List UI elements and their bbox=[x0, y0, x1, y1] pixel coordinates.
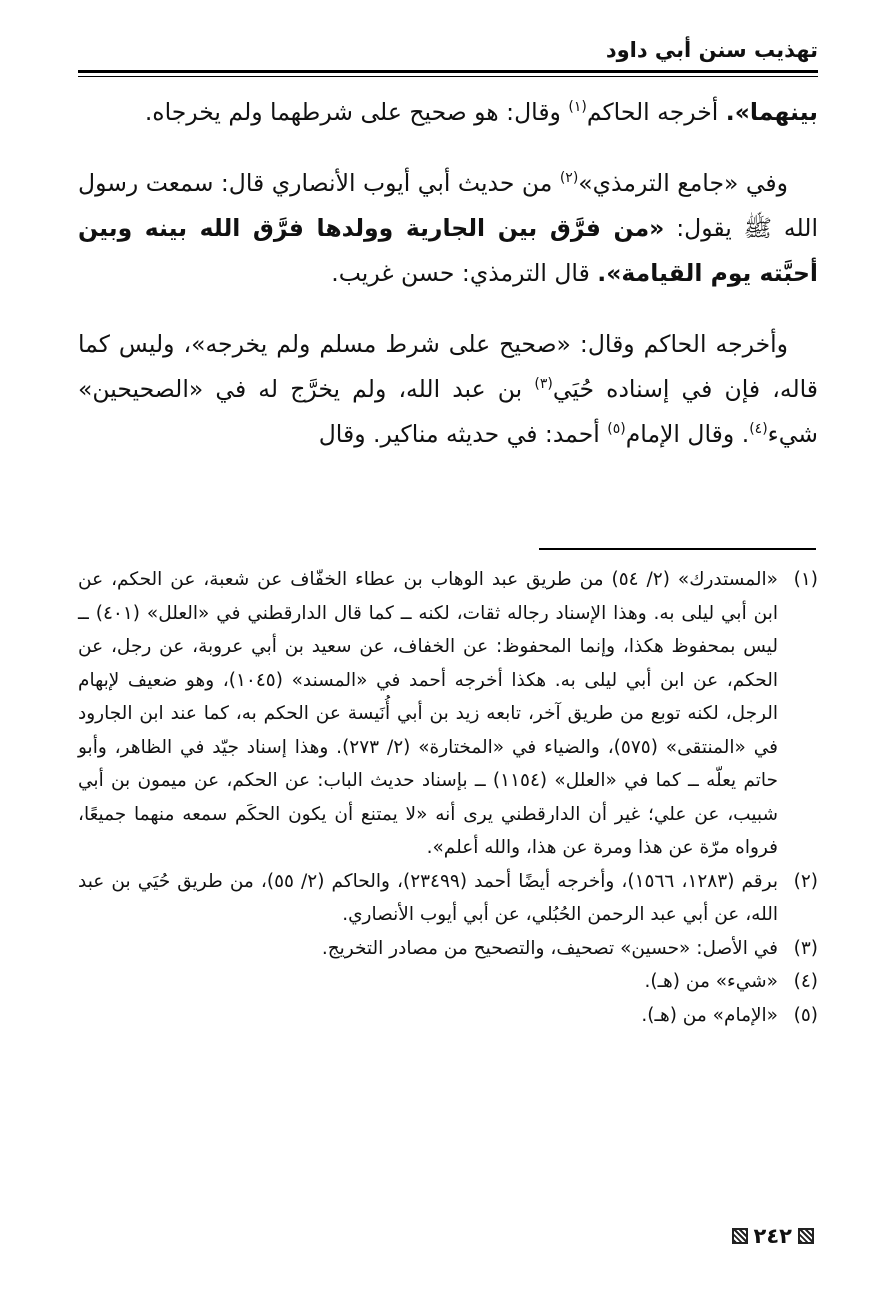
text-run: وقال: هو صحيح على شرطهما ولم يخرجاه. bbox=[144, 98, 569, 126]
footnote-separator bbox=[539, 548, 816, 550]
text-run: بن عبد الله، ولم يخرَّج له في «الصحيحين» شيء bbox=[78, 375, 818, 448]
footnote-text: برقم (١٢٨٣، ١٥٦٦)، وأخرجه أيضًا أحمد (٢٣٤٩٩)، والحاكم (٢/ ٥٥)، من طريق حُيَي بن عبد الله، عن أبي عبد الرحمن الحُبُلي، عن أبي أيوب الأنصاري. bbox=[78, 870, 778, 925]
ornament-icon bbox=[732, 1228, 748, 1244]
text-run: أحمد: في حديثه مناكير. وقال bbox=[318, 420, 608, 448]
paragraph-1 bbox=[78, 90, 818, 135]
footnote-text: «شيء» من (هـ). bbox=[644, 971, 778, 992]
footnote-ref-1[interactable]: (١) bbox=[568, 99, 587, 116]
page-number: ٢٤٢ bbox=[753, 1224, 792, 1248]
footnote-1 bbox=[78, 563, 818, 865]
footnote-ref-4[interactable]: (٤) bbox=[749, 421, 768, 438]
footnotes bbox=[78, 563, 818, 1032]
page-folio bbox=[732, 1224, 814, 1248]
text-run: من حديث أبي أيوب الأنصاري قال: سمعت رسول الله ﷺ يقول: bbox=[78, 169, 818, 242]
main-text bbox=[78, 90, 818, 483]
running-head: تهذيب سنن أبي داود bbox=[605, 38, 818, 62]
paragraph-3 bbox=[78, 322, 818, 457]
footnote-2 bbox=[78, 865, 818, 932]
footnote-ref-2[interactable]: (٢) bbox=[559, 170, 579, 187]
paragraph-2 bbox=[78, 161, 818, 296]
header-rule-thin bbox=[78, 76, 818, 77]
text-run: قال الترمذي: حسن غريب. bbox=[331, 259, 598, 287]
footnote-4 bbox=[78, 965, 818, 999]
footnote-number: (٢) bbox=[793, 870, 818, 892]
footnote-text: في الأصل: «حسين» تصحيف، والتصحيح من مصادر التخريج. bbox=[321, 937, 778, 959]
text-run: أخرجه الحاكم bbox=[586, 98, 726, 126]
quote-end: بينهما». bbox=[725, 98, 818, 126]
footnote-number: (٤) bbox=[793, 971, 818, 992]
footnote-ref-3[interactable]: (٣) bbox=[534, 376, 553, 393]
hadith-quote: «من فرَّق بين الجارية وولدها فرَّق الله بينه وبين أحبَّته يوم القيامة». bbox=[78, 214, 818, 287]
footnote-number: (٣) bbox=[793, 937, 818, 959]
footnote-text: «الإمام» من (هـ). bbox=[641, 1004, 778, 1026]
footnote-text: «المستدرك» (٢/ ٥٤) من طريق عبد الوهاب بن عطاء الخفّاف عن شعبة، عن الحكم، عن ابن أبي ليلى به. وهذا الإسناد رجاله ثقات، لكنه ــ كما قال الدارقطني في «العلل» (٤٠١) ــ ليس بمحفوظ هكذا، وإنما المحفوظ: عن الخفاف، عن سعيد بن أبي عروبة، عن رجل، عن الحكم، عن ابن أبي ليلى به. هكذا أخرجه أحمد في «المسند» (١٠٤٥)، وهو ضعيف لإبهام الرجل، لكنه توبع من طريق آخر، تابعه زيد بن أبي أُنَيسة عن الحكم به، كما عند ابن الجارود في «المنتقى» (٥٧٥)، والضياء في «المختارة» (٢/ ٢٧٣). وهذا إسناد جيّد في الظاهر، وأبو حاتم يعلّه ــ كما في «العلل» (١١٥٤) ــ بإسناد حديث الباب: عن الحكم، عن ميمون بن أبي شبيب، عن علي؛ غير أن الدارقطني يرى أنه «لا يمتنع أن يكون الحكَم سمعه منهما جميعًا، فرواه مرّة عن هذا ومرة عن هذا، والله أعلم». bbox=[78, 569, 778, 858]
ornament-icon bbox=[798, 1228, 814, 1244]
footnote-ref-5[interactable]: (٥) bbox=[607, 421, 626, 438]
footnote-5 bbox=[78, 999, 818, 1033]
footnote-3 bbox=[78, 932, 818, 966]
text-run: وأخرجه الحاكم وقال: «صحيح على شرط مسلم ولم يخرجه»، وليس كما قاله، فإن في إسناده حُيَي bbox=[78, 330, 818, 403]
text-run: . وقال الإمام bbox=[625, 420, 750, 448]
footnote-number: (١) bbox=[793, 569, 818, 590]
text-run: وفي «جامع الترمذي» bbox=[578, 169, 788, 197]
footnote-number: (٥) bbox=[793, 1004, 818, 1026]
header-rule-thick bbox=[78, 70, 818, 73]
